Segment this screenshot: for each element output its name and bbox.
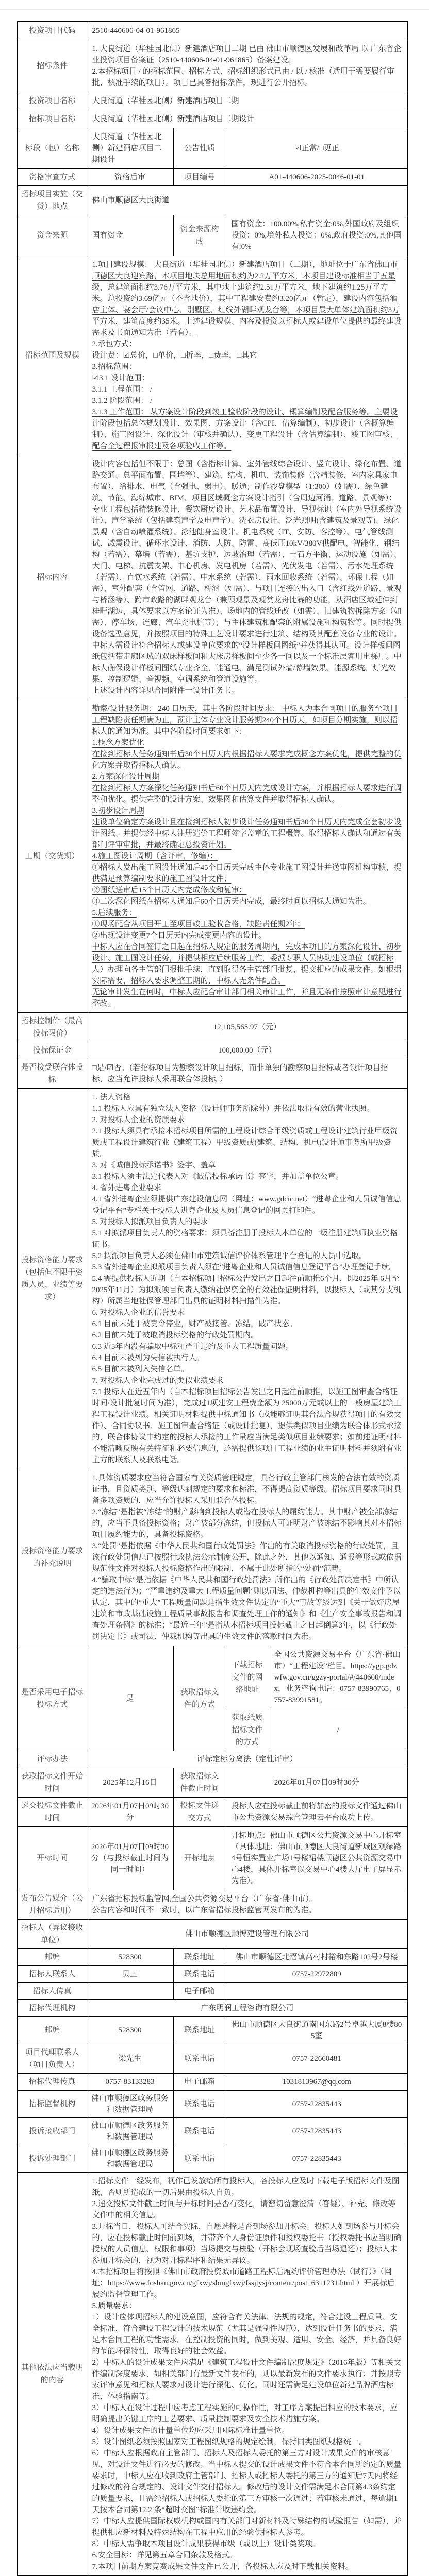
row-agency-postcode (18, 2017, 408, 2044)
row-qualification-review (18, 169, 408, 186)
agency-fax-value: 0757-83133283 (87, 2074, 173, 2091)
tenderer-value: 佛山市顺德区顺博建设管理有限公司 (87, 1920, 408, 1949)
doc-start-time-label: 获取招标文件开始时间 (18, 1768, 87, 1798)
tenderer-phone-label: 联系电话 (173, 1966, 226, 1983)
delivery-location-label: 招标项目实施（交货）地点 (18, 186, 87, 215)
row-tender-name (18, 110, 408, 128)
row-complaint-receiving (18, 2118, 408, 2145)
row-agency-fax (18, 2074, 408, 2091)
agency-label: 招标代理机构 (18, 2000, 87, 2017)
supervision-phone-label: 联系电话 (173, 2091, 226, 2118)
bid-opening-place-label: 开标地点 (173, 1827, 226, 1890)
tender-conditions-label: 招标条件 (18, 40, 87, 92)
complaint-handling-value: 佛山市顺德区政务服务和数据管理局 (87, 2145, 173, 2173)
submission-method-value: 投标人应在投标截止前将加密的投标文件通过佛山市公共资源交易综合管理云平台成功上传。 (226, 1798, 408, 1827)
bid-bond-value: 100,000.00（元） (87, 1042, 408, 1059)
paper-doc-label: 获取纸质招标文件的方式 (226, 1709, 269, 1751)
other-contents-value: 1.招标文件一经发布，视作已发放给所有投标人，各投标人应及时下载电子版招标文件及图纸，否则所造成的一切后果由投标人自负。 2.递交投标文件截止时间与开标时间是否有变化，请密切留意澄清（答疑）、补充、修改等文件中的相关信息。 3.开标当日，投标人可结合实际，自愿选择是否到场参加开标会。投标人如到场参与开标会的，应在投标截止时间前到场，并带齐个人身份证原件和授权委托书（授权委托书应当明确授权的人员信息、权限和事项）当场提交与核验（开标会现场查验后当场退还）；投标人未参加开标会的，视为对开标程序和结果无异议。 4.本招标项目将按照《佛山市政府投资城市道路工程标后履约评价管理办法（试行）》（网址：https://www.foshan.gov.cn/gfxwj/sbmgfxwj/fssjtysj/content/post_6311231.html ）开展标后履约监督管理工作。 5.质量要求： 1）设计应体现招标人的建设意图，应符合有关法律、法规的规定，符合建设工程质量、安全标准，符合建设工程设计的技术规范（尤其是强制性规范），达到设计任务书的要求，满足本合同工程的功能需求。在控制投资的同时，做到美观、适用、安全、经济，并具备良好的节能环保特性，取得良好的社会效益。 2）中标人的设计成果文件应满足《建筑工程设计文件编制深度规定》（2016年版）等相关文件编制深度要求，如相关部门有最新文件发布的，则以最新发布的文件要求执行；并按照专家评审意见和招标人要求对设计进行深化、优化。同时还需满足建设单位新建品牌酒店标准、体验指南等。 3）中标人在设计过程中应考虑工程实施的可操作性，对工序方案提出相应的技术要求，应明确提出关键工序的工艺要求、质量控制要求及安全技术措施方案。 4）设计成果文件的计量单位均应采用国际标准计量单位。 5）设计图纸必须按照国家对工程图纸规格的规定绘制，保持同类图纸规格统一。 6）中标人应根据政府主管部门、招标人及招标人委托的第三方对设计成果文件的审核意见，对设计文件进行必要的修改。当中标人提交的设计成果文件不符合本合同所约定的质量要求时，中标人应在收到政府主管部门、招标人或招标人委托的第三方的通知后7天内将经过修改的符合规定的、设计文件交付招标人。修改后的设计文件需满足本合同第4.3条约定的质量要求，且需经招标人或招标人委托的第三方审核一次通过；若审核未通过，每逾期1天按本合同第12.2 条“超时交图”标准计收违约金。 7）中标人应提供国际权威机构或国内有关部门对新材料及特殊结构的试验报告（如需），并提供相应新材料及特殊结构在工程中应用的经验供招标人参考。 8）中标人需争取本项目设计成果获得市级（或以上）设计类奖项。 6.安全目标：详见第五章合同条款及格式。 7.本项目前期方案竞赛成果文件文件已公开，各投标人应及时下载相关资料。 (87, 2173, 408, 2576)
qualification-review-value: 资格后审 (87, 169, 173, 186)
tender-announcement-table (17, 21, 408, 2576)
row-other-contents (18, 2173, 408, 2576)
row-schedule (18, 700, 408, 1013)
ebidding-label: 是否采用电子招标投标方式 (18, 1646, 87, 1751)
project-number-label: 项目编号 (173, 169, 226, 186)
paper-doc-value: / (269, 1709, 408, 1751)
row-submission-deadline (18, 1798, 408, 1827)
notice-nature-label: 公告性质 (173, 128, 226, 169)
row-evaluation-method (18, 1751, 408, 1768)
row-capability-supplement (18, 1469, 408, 1646)
row-delivery-location (18, 186, 408, 215)
row-tenderer-fax (18, 1983, 408, 2000)
agency-value: 广东明润工程咨询有限公司 (87, 2000, 408, 2017)
complaint-handling-label: 投诉处理部门 (18, 2145, 87, 2173)
invest-name-value: 大良街道（华桂园北侧）新建酒店项目二期 (87, 92, 408, 110)
consortium-value: □是/☑否。（若招标项目为勘察设计项目招标，而非单独的勘察项目招标或者设计项目招标，应当允许投标人采用联合体投标。） (87, 1059, 408, 1089)
tender-scope-value: 1.项目建设规模： 大良街道（华桂园北侧）新建酒店项目（二期），地址位于广东省佛山市顺德区大良迎宾路，本项目地块总用地面积约为2.2万平方米，本项目建设标准相当于五星级，总建筑面积约3.76万平方米，其中地上建筑约2.51万平方米，地下建筑约1.25万平方米。总投资约3.69亿元（不含地价），其中工程建安费约3.20亿元（暂定），建设内容包括酒店主体、宴会厅/会议中心、别墅区、红线外湖畔观龙台等，本项目最大单体建筑面积约3万平方米，建筑高度约35米。上述建设规模、内容及投资以招标人或建设单位提供的最终建设需求及书面通知为准（若有）。 2.承包方式： 设计费：☑总价，□单价，□折率，□费率，□其它 3.招标范围： ☑3.1 设计范围： 3.1.1 工程范围： / 3.1.2 阶段范围： / 3.1.3 工作范围： 从方案设计阶段到竣工验收阶段的设计、概算编制及配合服务等。主要设计阶段包括总体规划设计、效果图、方案设计（含CPI、估算编制）、初步设计（含概算编制）、施工图设计、深化设计（审核并确认）、变更工程设计（含估算编制）、竣工图审核、配合全过程报审报建及各项验收工作等。 (87, 256, 408, 455)
download-address-value: 全国公共资源交易平台（广东省·佛山市）“工程建设”栏目。https://ygp.gdzwfw.gov.cn/ggzy-portal/#/440600/index，业务咨询电话：0757-83990765、0757-83991581。 (269, 1646, 408, 1709)
capability-requirements-value: 1. 法人资格 1.1 投标人应具有独立法人资格（设计师事务所除外）并依法取得有效的营业执照。 2. 对投标人企业的资质要求 2.1 投标人须具有承接本招标项目所需的工程设计综合甲级资质或工程设计建筑行业甲级资质或工程设计建筑行业（建筑工程）甲级资质或(建筑、结构、机电)设计师事务所甲级资质。 3. 对《诚信投标承诺书》签字、盖章 3.1 投标人须由法定代表人对《诚信投标承诺书》签字，并加盖单位公章。 4. 省外进粤企业要求 4.1 省外进粤企业须提供广东建设信息网（网址：www.gdcic.net）“进粤企业和人员诚信信息登记平台”专栏关于投标人进粤企业及人员信息登记的网页打印件。 5. 对投标人拟派项目负责人的要求 5.1 对拟派项目负责人的资格要求：须具备注册于投标人本单位的一级注册建筑师执业资格证书。 5.2 拟派项目负责人必须在佛山市建筑诚信评价体系管理平台登记的人员中选取。 5.3 省外进粤企业拟派项目负责人须在“进粤企业和人员诚信信息登记平台”办理登记手续。 5.4 需提供投标人近期（自本招标项目招标公告发出之日起往前顺推6个月，即2025年 6月至2025年11月）为拟派项目负责人缴纳社保资金的有效社保证明材料，以投标人（或其分支机构）所属当地社保管理部门出具的证明材料扫描件为准。 6. 对投标人企业的信誉要求 6.1 目前未处于被责令停业，财产被接管、冻结，破产状态。 6.2 目前未处于被取消投标资格的行政处罚期内。 6.3 近3年内没有骗取中标和严重违约及重大工程质量问题。 6.4 目前未被列为失信被执行人。 6.5 目前未被列入失信名单。 7. 对投标人企业完成过的类似业绩要求 7.1 投标人在近五年内（自本招标项目招标公告发出之日起往前顺推，以施工图审查合格证时间/设计批复时间为准），完成过1项建安工程费金额为 25000万元或以上的一般房屋建筑工程工程设计业绩。相关证明材料提供中标通知书（或能够证明其合法合规获得项目的有效文件）、合同协议书、施工图审查合格证（或设计批复），提供类似项目业绩为联合体形式承接的，联合体协议中约定的投标人承接的工作量应当满足类似项目业绩要求；如前述证明材料不能清晰反映有关特征和必要信息的，还需提供该项目工程业绩的业主证明材料并须附有业主方的联系人及联系电话。 (87, 1089, 408, 1469)
capability-requirements-label: 投标资格能力要求（包括但不限于资质人员、业绩等要求） (18, 1089, 87, 1469)
doc-obtain-method-label: 获取招标文件的方式 (173, 1646, 226, 1751)
row-control-price (18, 1013, 408, 1042)
row-doc-obtain-time (18, 1768, 408, 1798)
agency-phone-value: 0757-22660481 (226, 2044, 408, 2074)
announcement-media-value: 广东省招标投标监管网,全国公共资源交易平台（广东省·佛山市）。 公告内容和时间不一致时，以广东省招标投标监管网发布的为准。 (87, 1890, 408, 1920)
tenderer-address-label: 联系地址 (173, 1949, 226, 1966)
tenderer-label: 招标人（异议接收单位） (18, 1920, 87, 1949)
notice-nature-value: ☑正常/□更正 (226, 128, 408, 169)
ebidding-value: 是 (87, 1646, 173, 1751)
row-agency (18, 2000, 408, 2017)
row-section-name (18, 128, 408, 169)
control-price-label: 招标控制价（最高投标限价） (18, 1013, 87, 1042)
doc-deadline-label: 获取招标文件截止时间 (173, 1768, 226, 1798)
agency-email-label: 电子邮箱 (173, 2074, 226, 2091)
bid-opening-place-value: 开标地点：佛山市顺德区公共资源交易中心开标室（具体地址：佛山市顺德区大良街道新城区观绿路4号恒实置业广场1号楼裙楼顺德区公共资源交易中心4楼，具体开标室以交易中心4楼大厅电子屏显示为准）。 (226, 1827, 408, 1890)
section-name-value: 大良街道（华桂园北侧）新建酒店项目二期设计 (87, 128, 173, 169)
capability-supplement-label: 投标资格能力要求的补充说明 (18, 1469, 87, 1646)
bid-bond-label: 投标保证金 (18, 1042, 87, 1059)
page-top-divider (0, 9, 429, 10)
tender-content-value: 设计内容包括但不限于：总图（含指标计算、室外管线综合设计、竖向设计、绿化布置、道路交通、总平面布置、围墙等）、建筑、结构、机电、装饰装修（含精装修、室内家具家电布置）、给排水、电气（含强电、弱电）、暖通；制作沙盘模型（1:300）（如需）、绿色建筑、节能、海绵城市、BIM、项目区域概念方案设计指引（含周边河涌、道路、景观等）；专业工程包括精装修设计、餐饮厨房设计、艺术品布置设计、导视标识（室内外导视系统设计）、声学系统（包括建筑声学及电声学）、洗衣房设计、泛光照明(含建筑及景观等)、绿化景观（含自动喷灌系统）、泳池健身室设计、机电系统（IT、安防、客控等）、电气管线测试、减震设计、循环水设计、消防、人防、防雷、高低压10kV/380V供配电、智能化、钢结构（若需）、幕墙（若需）、基坑支护、边坡治理（若需）、土石方平衡、运动设施（如需）、大门、电梯、抗震支架、中心机房、发电机房（若需）、光伏发电（若需）、污水处理系统（若需）、直饮水系统（若需）、中水系统（若需）、雨水回收系统（若需）、环保工程（如需）、室外配套（含管网、道路、桥涵（如需）、与项目连接的出入口（含红线外道路、景观与桥涵等）、跨市政路的湖畔观龙台（兼顾观景及观赏龙舟比赛的功能，从酒店区域延伸到桂畔湖边，具体要求以方案论证为准）、场地内的管线迁改（如需）、旧建筑物拆除方案（如需）、停车场、连廊、汽车充电桩等）；与主体建筑相配套的附属设施和构筑物等。同时提供设备选型意见，并按照项目的特殊工艺设计要求进行建筑、结构及其配套设备专业的设计。 中标人需设计符合招标人或建设单位要求的“设计样板间图纸”并获得其认可。设计样板间图纸包括带走廊区域的双床样板间和大床房样板间至少各一间以及一个标准层客用电梯厅。中标人确保设计样板间图纸专业齐全，能通电、满足测试外墙/幕墙效果、能源系统、灯光效果、控制逻辑、音视频、空调系统和管道设施等。 上述设计内容详见合同附件一设计任务书。 (87, 455, 408, 700)
tender-conditions-value: 1. 大良街道（华桂园北侧）新建酒店项目二期 已由 佛山市顺德区发展和改革局 以 广东省企业投资项目备案证（2510-440606-04-01-961865）备案建设。 2.本招标项目 / 的招标范围、招标方式、招标组织形式已由 / 以 / 核准（适用于需要履行审批、核准手续的项目）。项目已具备招标条件，现进行公开招标。 (87, 40, 408, 92)
tenderer-contact-label: 招标人联系人 (18, 1966, 87, 1983)
other-contents-label: 其他依法应当载明的内容 (18, 2173, 87, 2576)
row-invest-code (18, 22, 408, 40)
complaint-handling-phone-value: 0757-22835443 (226, 2145, 408, 2173)
complaint-receiving-phone-value: 0757-22835443 (226, 2118, 408, 2145)
agency-contact-value: 梁先生 (87, 2044, 173, 2074)
tenderer-postcode-value: 528300 (87, 1949, 173, 1966)
tender-scope-label: 招标范围及规模 (18, 256, 87, 455)
bid-opening-time-value: 2026年01月07日09时30分（与投标截止时间为同一时间） (87, 1827, 173, 1890)
tender-content-label: 招标内容 (18, 455, 87, 700)
tenderer-phone-value: 0757-22972809 (226, 1966, 408, 1983)
row-invest-name (18, 92, 408, 110)
row-announcement-media (18, 1890, 408, 1920)
download-address-label: 下载招标文件的网络地址 (226, 1646, 269, 1709)
row-complaint-handling (18, 2145, 408, 2173)
capability-supplement-value: 1.具体资质要求应当符合国家有关资质管理规定，具备行政主管部门核发的合法有效的资质证书，且资质类别、等级达到规定的要求和标准，不得提高资质等级。招标项目要求同时具备多项资质的，应当允许投标人采用联合体投标。 2.“冻结”是指被“冻结”的财产影响到投标人或潜在投标人的履约能力。其中财产被全部冻结的，应当不具备投标资格；财产被部分冻结，但投标人可证明财产被冻结不影响其对本招标项目履约能力的，具备投标资格。 3.“处罚”是指依据《中华人民共和国行政处罚法》作出的有关取消投标资格的行政处罚，且该行政处罚信息已按照行政执法公示制度公开，除此之外，其他以通知、通报等形式或依据规范性文件对投标人投标资格作出的限制，不属于此处所指的“处罚”范畴。 4.“骗取中标”是指依据《中华人民共和国行政处罚法》所作出的《行政处罚决定书》中所认定的违法行为；“严重违约及重大工程质量问题”则以司法、仲裁机构等出具的生效文件予以认定，其中的“重大”工程质量问题是指生效文件认定的“重大”事故等级达到《关于做好房屋建筑和市政基础设施工程质量事故报告和调查处理工作的通知》和《生产安全事故报告和调查处理条例》的标准；“最近三年”是指从本招标项目投标截止之日起倒算3年，以《行政处罚决定书》或司法、仲裁机构等出具的生效文件的落款时间为准。 (87, 1469, 408, 1646)
row-tenderer (18, 1920, 408, 1949)
row-consortium (18, 1059, 408, 1089)
tenderer-email-value (226, 1983, 408, 2000)
agency-fax-label: 招标代理传真 (18, 2074, 87, 2091)
supervision-agency-label: 招标监督机构 (18, 2091, 87, 2118)
agency-postcode-label: 邮编 (18, 2017, 87, 2044)
consortium-label: 是否接受联合体投标 (18, 1059, 87, 1089)
row-tender-conditions (18, 40, 408, 92)
complaint-receiving-value: 佛山市顺德区政务服务和数据管理局 (87, 2118, 173, 2145)
agency-address-label: 联系地址 (173, 2017, 226, 2044)
row-tenderer-contact (18, 1966, 408, 1983)
fund-source-value: 国有资金 (87, 215, 173, 256)
doc-start-time-value: 2025年12月16日 (87, 1768, 173, 1798)
doc-deadline-value: 2026年01月07日09时30分 (226, 1768, 408, 1798)
invest-code-value: 2510-440606-04-01-961865 (87, 22, 408, 40)
agency-postcode-value: 528300 (87, 2017, 173, 2044)
submission-method-label: 投标文件递交方式 (173, 1798, 226, 1827)
schedule-label: 工期（交货期） (18, 700, 87, 1013)
evaluation-method-value: 评标定标分离法（定性评审） (87, 1751, 408, 1768)
delivery-location-value: 佛山市顺德区大良街道 (87, 186, 408, 215)
row-bid-opening (18, 1827, 408, 1890)
tenderer-email-label: 电子邮箱 (173, 1983, 226, 2000)
submission-deadline-value: 2026年01月07日09时30分 (87, 1798, 173, 1827)
row-supervision-agency (18, 2091, 408, 2118)
invest-name-label: 投资项目名称 (18, 92, 87, 110)
tenderer-fax-value (87, 1983, 173, 2000)
announcement-media-label: 发布公告媒介（公开招标适用） (18, 1890, 87, 1920)
complaint-receiving-label: 投诉接收部门 (18, 2118, 87, 2145)
fund-source-label: 资金来源 (18, 215, 87, 256)
row-agency-contact (18, 2044, 408, 2074)
tenderer-fax-label: 招标人传真 (18, 1983, 87, 2000)
complaint-receiving-phone-label: 联系电话 (173, 2118, 226, 2145)
tender-name-value: 大良街道（华桂园北侧）新建酒店项目二期设计 (87, 110, 408, 128)
supervision-agency-value: 佛山市顺德区政务服务和数据管理局 (87, 2091, 173, 2118)
agency-phone-label: 联系电话 (173, 2044, 226, 2074)
agency-contact-label: 项目代理联系人（项目负责人） (18, 2044, 87, 2074)
evaluation-method-label: 评标办法 (18, 1751, 87, 1768)
row-tender-scope (18, 256, 408, 455)
tenderer-address-value: 佛山市顺德区北滘镇高村村裕和东路102号2号楼 (226, 1949, 408, 1966)
fund-composition-value: 国有资金：100.00%,私有资金:0%,外国政府及组织投资：0%,境外私人投资：0%,政府投资:0%,其他国有:0% (226, 215, 408, 256)
tenderer-postcode-label: 邮编 (18, 1949, 87, 1966)
project-number-value: A01-440606-2025-0046-01-01 (226, 169, 408, 186)
qualification-review-label: 资格审查方式 (18, 169, 87, 186)
row-fund-source (18, 215, 408, 256)
supervision-phone-value: 0757-22835443 (226, 2091, 408, 2118)
fund-composition-label: 资金来源构成 (173, 215, 226, 256)
row-tenderer-postcode (18, 1949, 408, 1966)
bid-opening-time-label: 开标时间 (18, 1827, 87, 1890)
agency-address-value: 佛山市顺德区大良街道南国东路2号卓越大厦8楼805室 (226, 2017, 408, 2044)
schedule-value: 勘察/设计服务期： 240 日历天，其中各阶段时间要求： 中标人为本合同项目的服务至项目工程缺陷责任期满为止，预计主体专业设计服务期240个日历天，如项目分期实施，则以招标人的通知为准。其中各阶段时间要求如下： 1.概念方案优化 在接到招标人任务通知书后30个日历天内根据招标人要求完成概念方案优化，提供完整的优化方案并取得招标人确认。 2.方案深化设计周期 在接到招标人方案深化任务通知书后60个日历天内完成设计方案，并根据招标人要求进行调整和优化。提供完整的设计方案、效果图和估算文件并取得招标人确认。 3.初步设计周期 建设单位确定方案设计且在接到招标人初步设计任务通知书后30个日历天内完成全套初步设计图纸、并提供经中标人注册造价工程师签字盖章的工程概算。取得招标人确认和通过有关部门评审审批，并最终确定总投资计划。 4.施工图设计周期（含评审、修编）： ①招标人发出施工图设计通知后45个日历天完成主体专业施工图设计并送审图机构审核，提供满足预算编制要求的施工图设计文件； ②图纸送审后15个日历天内完成修改和复审； ③二次深化图纸在招标人通知后60个日历天内完成，最终时间以招标人通知为准。 5.后续服务： ①现场配合从项目开工至项目竣工验收合格，缺陷责任期2年； ②出现设计变更7个日历天内完成变更内容的设计。 中标人应在合同签订之日起在招标人规定的服务周期内，完成本项目的方案深化设计、初步设计、施工图设计任务，并提供相应后续服务工作，委派专职人员协助建设单位（或招标人）办理向各主管部门报批手续，直到取得各主管部门批复，提交相应的成果文件。如根据实际需要，招标人要求调整工期的，中标人无条件配合。 无论审计发生在何时，中标人应配合审计部门相关审计工作，并且无条件按照审计意见进行整改。 (87, 700, 408, 1013)
tender-name-label: 招标项目名称 (18, 110, 87, 128)
invest-code-label: 投资项目代码 (18, 22, 87, 40)
row-tender-content (18, 455, 408, 700)
complaint-handling-phone-label: 联系电话 (173, 2145, 226, 2173)
section-name-label: 标段（包）名称 (18, 128, 87, 169)
row-bid-bond (18, 1042, 408, 1059)
control-price-value: 12,105,565.97（元） (87, 1013, 408, 1042)
tenderer-contact-value: 贝工 (87, 1966, 173, 1983)
row-ebidding (18, 1646, 408, 1709)
row-capability-requirements (18, 1089, 408, 1469)
submission-deadline-label: 递交投标文件截止时间 (18, 1798, 87, 1827)
agency-email-value: 1031813967@qq.com (226, 2074, 408, 2091)
